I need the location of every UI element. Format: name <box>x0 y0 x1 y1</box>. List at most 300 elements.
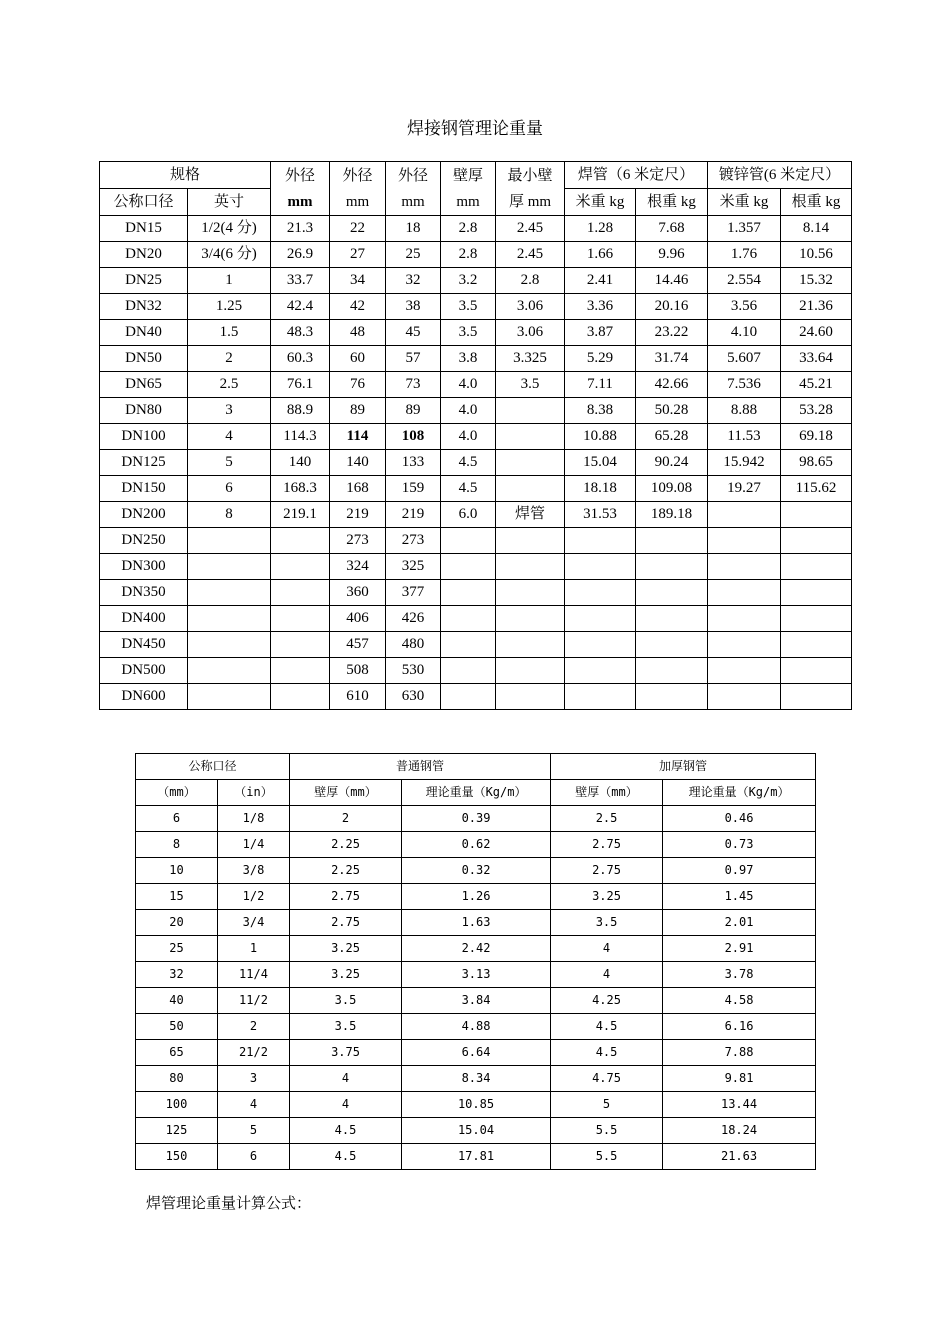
table-row <box>100 320 852 346</box>
table-cell: 3.5 <box>290 988 402 1014</box>
table-cell: 15.942 <box>708 450 781 476</box>
table-row <box>136 1144 816 1170</box>
table-cell: 426 <box>386 606 441 632</box>
table-cell: DN125 <box>100 450 188 476</box>
table-cell: 31.74 <box>636 346 708 372</box>
table-cell: DN300 <box>100 554 188 580</box>
table-cell: DN40 <box>100 320 188 346</box>
table-cell: 34 <box>330 268 386 294</box>
table-cell <box>636 658 708 684</box>
table-cell: 2.25 <box>290 832 402 858</box>
table-cell: 90.24 <box>636 450 708 476</box>
table-cell: 20.16 <box>636 294 708 320</box>
table-cell: 2 <box>218 1014 290 1040</box>
table-cell: 8.88 <box>708 398 781 424</box>
table-cell: 109.08 <box>636 476 708 502</box>
table-cell: 1.5 <box>188 320 271 346</box>
table-cell: 3.75 <box>290 1040 402 1066</box>
table-cell: 45 <box>386 320 441 346</box>
table-cell: 45.21 <box>781 372 852 398</box>
table-cell: DN450 <box>100 632 188 658</box>
table-cell: 5 <box>551 1092 663 1118</box>
table-cell <box>496 580 565 606</box>
formula-label: 焊管理论重量计算公式： <box>146 1194 312 1212</box>
table-cell: 21.63 <box>663 1144 816 1170</box>
table-cell: 1.25 <box>188 294 271 320</box>
table-cell <box>496 450 565 476</box>
table-cell <box>271 684 330 710</box>
table-cell: 2 <box>290 806 402 832</box>
table-cell <box>636 580 708 606</box>
table-cell <box>781 606 852 632</box>
table-cell: 2.5 <box>188 372 271 398</box>
table-cell: 3.25 <box>290 962 402 988</box>
table-cell: 40 <box>136 988 218 1014</box>
header-mm: （mm） <box>136 780 218 806</box>
header-nominal: 公称口径 <box>100 189 188 216</box>
table-cell: 3.13 <box>402 962 551 988</box>
table-cell: 53.28 <box>781 398 852 424</box>
table-cell <box>781 658 852 684</box>
table-cell: 100 <box>136 1092 218 1118</box>
welded-pipe-weight-table <box>99 161 852 710</box>
table-cell: 3.5 <box>496 372 565 398</box>
table-cell: 8.34 <box>402 1066 551 1092</box>
table-cell: 9.96 <box>636 242 708 268</box>
table-cell: 3.25 <box>290 936 402 962</box>
table-cell: 0.46 <box>663 806 816 832</box>
table-row <box>100 632 852 658</box>
table-cell: DN32 <box>100 294 188 320</box>
table-row <box>100 424 852 450</box>
table-cell <box>188 554 271 580</box>
table-cell: 4.5 <box>551 1014 663 1040</box>
table-cell: 98.65 <box>781 450 852 476</box>
table-cell: 3.84 <box>402 988 551 1014</box>
table-cell: 4 <box>188 424 271 450</box>
table-cell <box>271 606 330 632</box>
table-cell <box>636 606 708 632</box>
table-cell: 42.66 <box>636 372 708 398</box>
table-cell: 5.29 <box>565 346 636 372</box>
table-cell: 3/8 <box>218 858 290 884</box>
table-row <box>136 910 816 936</box>
table-cell <box>565 658 636 684</box>
table-cell: 3.5 <box>551 910 663 936</box>
table-cell: 0.97 <box>663 858 816 884</box>
table-cell: 7.11 <box>565 372 636 398</box>
table-cell: DN65 <box>100 372 188 398</box>
table-cell <box>781 632 852 658</box>
table-cell: 10 <box>136 858 218 884</box>
table-cell <box>188 580 271 606</box>
table-cell: 10.56 <box>781 242 852 268</box>
table-cell: 4.75 <box>551 1066 663 1092</box>
table-cell: 33.7 <box>271 268 330 294</box>
table-cell <box>708 528 781 554</box>
table-cell <box>565 632 636 658</box>
table-cell: 18 <box>386 216 441 242</box>
header-thick-weight: 理论重量（Kg/m） <box>663 780 816 806</box>
header-nominal-size: 公称口径 <box>136 754 290 780</box>
table-cell: 0.32 <box>402 858 551 884</box>
table-row <box>136 1014 816 1040</box>
table-cell <box>271 658 330 684</box>
table-cell <box>636 632 708 658</box>
table-row <box>100 580 852 606</box>
table-cell: 11.53 <box>708 424 781 450</box>
table-cell: 2.75 <box>551 832 663 858</box>
table-cell: 4 <box>290 1066 402 1092</box>
table-cell: 4.25 <box>551 988 663 1014</box>
table-row <box>136 1092 816 1118</box>
table-cell: 3.5 <box>441 294 496 320</box>
table-cell: 1.26 <box>402 884 551 910</box>
steel-pipe-weight-table <box>135 753 816 1170</box>
table-cell: DN400 <box>100 606 188 632</box>
table-cell: 4 <box>218 1092 290 1118</box>
table-cell <box>271 580 330 606</box>
table-cell: 480 <box>386 632 441 658</box>
table-cell <box>781 554 852 580</box>
table-cell <box>188 606 271 632</box>
table-row <box>136 1066 816 1092</box>
table-cell: 324 <box>330 554 386 580</box>
table-cell: 6.0 <box>441 502 496 528</box>
table-row <box>100 216 852 242</box>
table-cell: 50.28 <box>636 398 708 424</box>
table-cell: 6.16 <box>663 1014 816 1040</box>
table-cell <box>565 606 636 632</box>
table-cell: 6 <box>218 1144 290 1170</box>
table-cell: 27 <box>330 242 386 268</box>
header-thick-wall: 壁厚（mm） <box>551 780 663 806</box>
table-cell <box>781 684 852 710</box>
table-cell: 73 <box>386 372 441 398</box>
table-cell: 31.53 <box>565 502 636 528</box>
table-cell: 50 <box>136 1014 218 1040</box>
table-cell <box>565 580 636 606</box>
table-cell: 5.5 <box>551 1144 663 1170</box>
table-cell <box>441 684 496 710</box>
table-cell: 15 <box>136 884 218 910</box>
table-cell: 89 <box>386 398 441 424</box>
table-row <box>136 962 816 988</box>
table-cell: 219 <box>330 502 386 528</box>
table-cell: 4 <box>551 936 663 962</box>
table-cell <box>636 528 708 554</box>
table-cell: 25 <box>386 242 441 268</box>
table-cell: 8 <box>136 832 218 858</box>
table-cell: 159 <box>386 476 441 502</box>
table-cell: 150 <box>136 1144 218 1170</box>
table-cell <box>781 528 852 554</box>
table-row <box>100 398 852 424</box>
table-row <box>100 242 852 268</box>
table-cell <box>708 502 781 528</box>
table-cell: 0.73 <box>663 832 816 858</box>
table-cell: 273 <box>330 528 386 554</box>
table-cell <box>496 424 565 450</box>
table-cell: 21/2 <box>218 1040 290 1066</box>
table-cell: 60.3 <box>271 346 330 372</box>
table-cell: 3 <box>188 398 271 424</box>
table-cell: 610 <box>330 684 386 710</box>
table-cell: DN600 <box>100 684 188 710</box>
table-cell: 57 <box>386 346 441 372</box>
table-cell: 3.25 <box>551 884 663 910</box>
table-cell: 18.24 <box>663 1118 816 1144</box>
table-cell: 69.18 <box>781 424 852 450</box>
table-cell: 2.554 <box>708 268 781 294</box>
table-cell: 3 <box>218 1066 290 1092</box>
table-cell: 5 <box>218 1118 290 1144</box>
table-cell: 630 <box>386 684 441 710</box>
table-cell: 9.81 <box>663 1066 816 1092</box>
table-cell: 2.75 <box>551 858 663 884</box>
table-cell: DN20 <box>100 242 188 268</box>
table-row <box>136 936 816 962</box>
table-cell: 88.9 <box>271 398 330 424</box>
table-cell: 2 <box>188 346 271 372</box>
table-cell: 140 <box>271 450 330 476</box>
table-cell <box>271 632 330 658</box>
table-cell: 6 <box>136 806 218 832</box>
table-cell <box>188 684 271 710</box>
table-cell: DN500 <box>100 658 188 684</box>
table-cell: 4.5 <box>551 1040 663 1066</box>
table-row <box>100 476 852 502</box>
table-cell: 13.44 <box>663 1092 816 1118</box>
table-cell: 0.39 <box>402 806 551 832</box>
table-cell: 114 <box>330 424 386 450</box>
table-cell: 1.66 <box>565 242 636 268</box>
table-cell: 26.9 <box>271 242 330 268</box>
table-cell: 4.5 <box>290 1144 402 1170</box>
table-cell: 38 <box>386 294 441 320</box>
table-cell: 2.5 <box>551 806 663 832</box>
header-in: （in） <box>218 780 290 806</box>
table-row <box>100 554 852 580</box>
table-cell: 1.28 <box>565 216 636 242</box>
header-std-weight: 理论重量（Kg/m） <box>402 780 551 806</box>
table-cell: 1.357 <box>708 216 781 242</box>
table-cell: 42 <box>330 294 386 320</box>
table-row <box>136 858 816 884</box>
table-cell: DN100 <box>100 424 188 450</box>
table-cell <box>708 684 781 710</box>
table-row <box>136 832 816 858</box>
table-cell <box>708 658 781 684</box>
header-od1: 外径 mm <box>271 162 330 216</box>
table-cell: 22 <box>330 216 386 242</box>
table-cell: DN350 <box>100 580 188 606</box>
header-welded-per-piece: 根重 kg <box>636 189 708 216</box>
table-cell: 21.3 <box>271 216 330 242</box>
table-cell: 2.75 <box>290 910 402 936</box>
header-standard-pipe: 普通钢管 <box>290 754 551 780</box>
table-cell: 0.62 <box>402 832 551 858</box>
table-cell: 108 <box>386 424 441 450</box>
table-cell: 2.45 <box>496 242 565 268</box>
table-cell: 3.2 <box>441 268 496 294</box>
table-cell: 219.1 <box>271 502 330 528</box>
table-cell <box>441 658 496 684</box>
table-cell <box>708 632 781 658</box>
table-cell <box>496 684 565 710</box>
table-cell: 4.0 <box>441 398 496 424</box>
table-cell: 530 <box>386 658 441 684</box>
table-row <box>136 1118 816 1144</box>
table-cell <box>636 684 708 710</box>
table-cell: 508 <box>330 658 386 684</box>
table-cell: 1 <box>218 936 290 962</box>
table-cell: 15.04 <box>402 1118 551 1144</box>
table-cell: 4.0 <box>441 424 496 450</box>
header-galv-per-m: 米重 kg <box>708 189 781 216</box>
header-welded-per-m: 米重 kg <box>565 189 636 216</box>
table-cell: 4.10 <box>708 320 781 346</box>
table-cell <box>188 658 271 684</box>
table-cell: 1/4 <box>218 832 290 858</box>
table-cell: 115.62 <box>781 476 852 502</box>
table-cell: 3.8 <box>441 346 496 372</box>
table-cell: 2.8 <box>496 268 565 294</box>
table-cell: 1 <box>188 268 271 294</box>
table-row <box>136 806 816 832</box>
table-cell: 3.36 <box>565 294 636 320</box>
table-cell: 3.56 <box>708 294 781 320</box>
table-cell: 5.5 <box>551 1118 663 1144</box>
table-cell <box>441 528 496 554</box>
table-cell: DN150 <box>100 476 188 502</box>
table-cell: 1/2 <box>218 884 290 910</box>
table-cell <box>708 554 781 580</box>
table-row <box>136 1040 816 1066</box>
table-cell <box>271 528 330 554</box>
table-cell: 17.81 <box>402 1144 551 1170</box>
table-cell: 4.88 <box>402 1014 551 1040</box>
table-cell: 48.3 <box>271 320 330 346</box>
table-cell: 2.45 <box>496 216 565 242</box>
table-cell: 219 <box>386 502 441 528</box>
table-cell: 10.85 <box>402 1092 551 1118</box>
table-cell: 32 <box>386 268 441 294</box>
table-cell: 3/4(6 分) <box>188 242 271 268</box>
table-cell: 377 <box>386 580 441 606</box>
table-cell <box>781 580 852 606</box>
table-cell: 7.88 <box>663 1040 816 1066</box>
table-cell: 4.5 <box>441 450 496 476</box>
table-cell <box>496 658 565 684</box>
table-cell: DN50 <box>100 346 188 372</box>
table-cell: 76 <box>330 372 386 398</box>
table-cell: 7.68 <box>636 216 708 242</box>
table-cell: 325 <box>386 554 441 580</box>
table-row <box>100 684 852 710</box>
table-cell: DN200 <box>100 502 188 528</box>
table-cell: 5 <box>188 450 271 476</box>
table-cell <box>441 606 496 632</box>
table-cell: 6 <box>188 476 271 502</box>
table-cell <box>441 580 496 606</box>
table-cell: 80 <box>136 1066 218 1092</box>
table-row <box>100 606 852 632</box>
table-row <box>100 658 852 684</box>
table-cell: 48 <box>330 320 386 346</box>
header-inch: 英寸 <box>188 189 271 216</box>
table-cell: DN250 <box>100 528 188 554</box>
table-cell <box>496 528 565 554</box>
table-cell: 42.4 <box>271 294 330 320</box>
table-cell: 89 <box>330 398 386 424</box>
table-cell: 3.06 <box>496 320 565 346</box>
table-cell: 11/2 <box>218 988 290 1014</box>
table-cell: DN15 <box>100 216 188 242</box>
table-cell: 8 <box>188 502 271 528</box>
table-cell <box>188 528 271 554</box>
table-cell <box>708 580 781 606</box>
table-row <box>100 450 852 476</box>
table-cell: 7.536 <box>708 372 781 398</box>
table-cell <box>708 606 781 632</box>
table-cell: 65.28 <box>636 424 708 450</box>
table-cell <box>496 554 565 580</box>
table-cell: 11/4 <box>218 962 290 988</box>
table-cell: 4.5 <box>441 476 496 502</box>
table-row <box>136 884 816 910</box>
table-cell <box>781 502 852 528</box>
table-cell <box>271 554 330 580</box>
table-row <box>100 372 852 398</box>
table-cell <box>496 632 565 658</box>
table-row <box>100 268 852 294</box>
table-cell: 189.18 <box>636 502 708 528</box>
table-cell <box>441 554 496 580</box>
table-cell: 2.25 <box>290 858 402 884</box>
table-row <box>100 346 852 372</box>
table-cell: 3.5 <box>441 320 496 346</box>
page-title: 焊接钢管理论重量 <box>407 119 543 139</box>
table-cell: 60 <box>330 346 386 372</box>
table-cell: 406 <box>330 606 386 632</box>
table-cell: 5.607 <box>708 346 781 372</box>
table-row <box>100 528 852 554</box>
table-cell <box>565 528 636 554</box>
table-cell: 360 <box>330 580 386 606</box>
header-wall: 壁厚 mm <box>441 162 496 216</box>
table-cell: 168 <box>330 476 386 502</box>
table-cell: 3.06 <box>496 294 565 320</box>
table-cell: 3/4 <box>218 910 290 936</box>
table-cell <box>496 606 565 632</box>
table-cell: 焊管 <box>496 502 565 528</box>
table-cell: 2.42 <box>402 936 551 962</box>
table-cell: 24.60 <box>781 320 852 346</box>
table-cell <box>496 398 565 424</box>
table-cell: 20 <box>136 910 218 936</box>
table-cell <box>565 554 636 580</box>
table-cell: 1.63 <box>402 910 551 936</box>
table-cell: 133 <box>386 450 441 476</box>
table-cell: 3.78 <box>663 962 816 988</box>
table-cell: 2.8 <box>441 216 496 242</box>
table-cell: 65 <box>136 1040 218 1066</box>
table-cell: 1/2(4 分) <box>188 216 271 242</box>
header-welded: 焊管（6 米定尺） <box>565 162 708 189</box>
table-cell: 18.18 <box>565 476 636 502</box>
table-cell <box>636 554 708 580</box>
